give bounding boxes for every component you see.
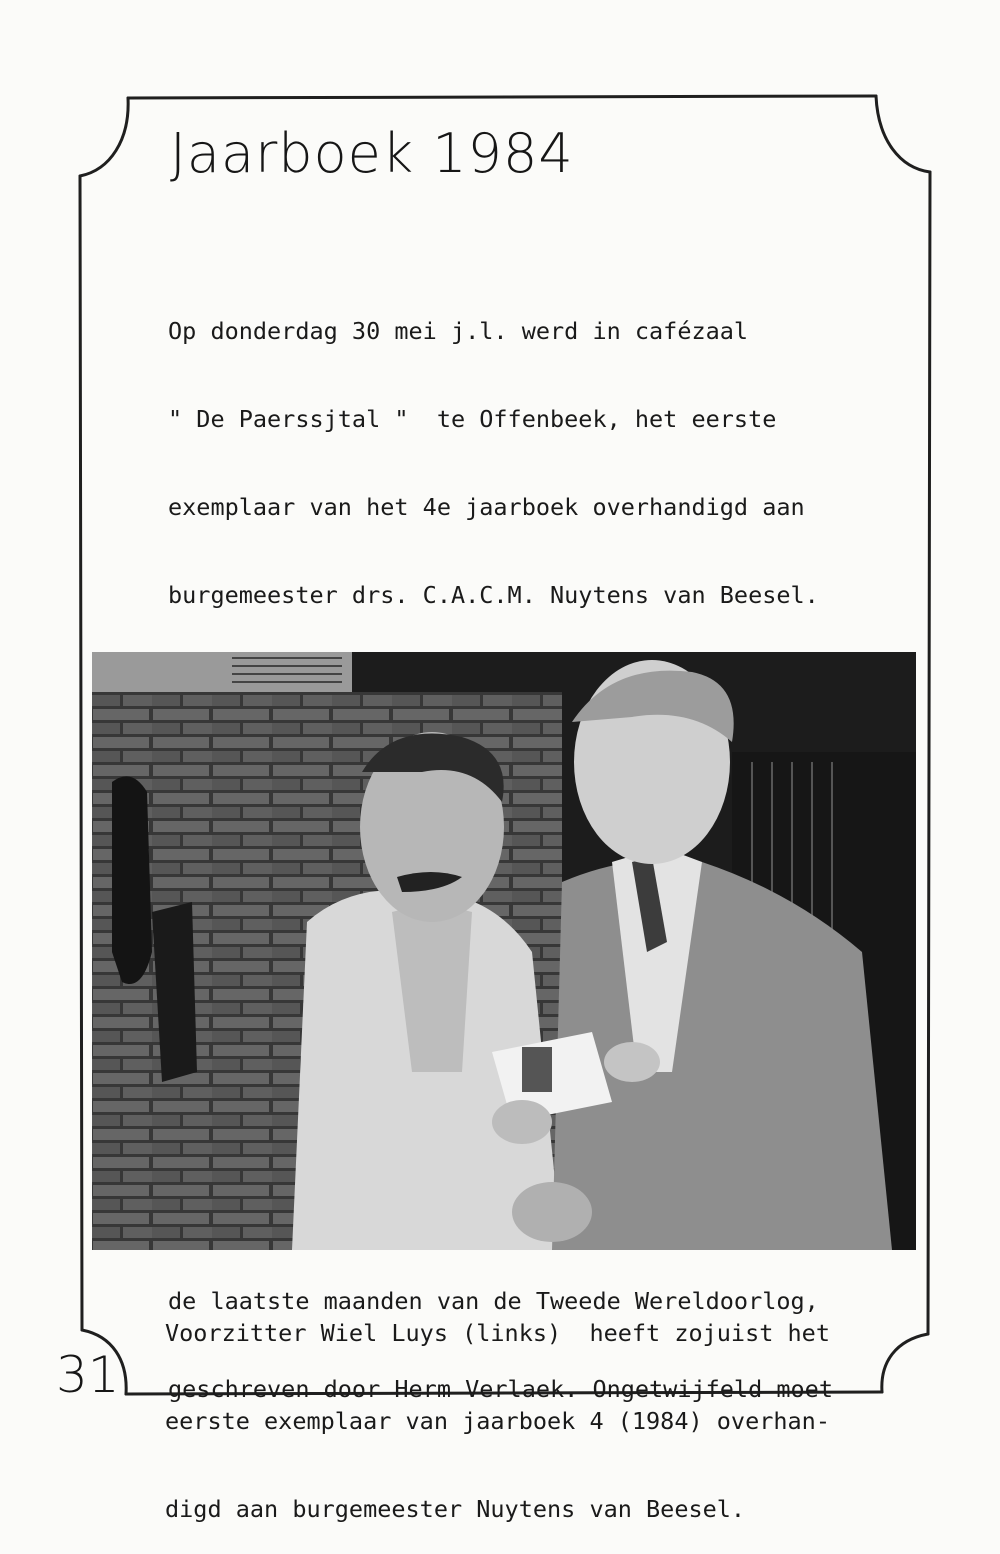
caption-line: Voorzitter Wiel Luys (links) heeft zojuist het	[165, 1318, 830, 1347]
article-line: de laatste maanden van de Tweede Wereldoorlog,	[168, 1287, 819, 1316]
article-line: geschreven door Herm Verlaek. Ongetwijfeld moet	[168, 1375, 833, 1404]
photo-presentation	[92, 652, 916, 1250]
caption-line: eerste exemplaar van jaarboek 4 (1984) overhan-	[165, 1407, 830, 1436]
photo-caption	[165, 1260, 885, 1554]
page-number: 31	[56, 1346, 120, 1404]
article-line: burgemeester drs. C.A.C.M. Nuytens van Beesel.	[168, 581, 819, 610]
article-line: " De Paerssjtal " te Offenbeek, het eerste	[168, 405, 777, 434]
caption-line: digd aan burgemeester Nuytens van Beesel.	[165, 1495, 746, 1524]
article-line: Op donderdag 30 mei j.l. werd in cafézaal	[168, 316, 749, 345]
page-title: Jaarboek 1984	[170, 122, 574, 185]
article-line: exemplaar van het 4e jaarboek overhandigd aan	[168, 493, 805, 522]
